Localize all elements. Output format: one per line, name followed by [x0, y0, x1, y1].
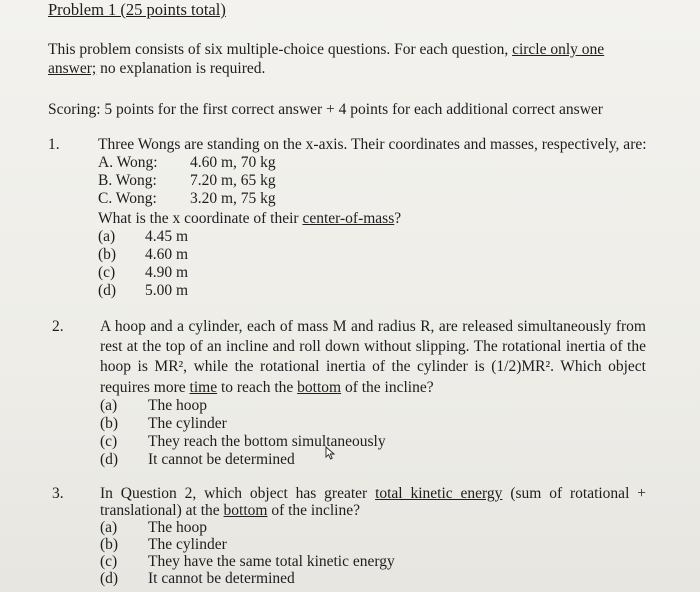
q3-emphasis-bottom: bottom — [223, 502, 268, 519]
q3-line1-b: (sum of rotational + — [502, 485, 646, 502]
intro-text-1: This problem consists of six multiple-choice questions. For each question, — [48, 41, 513, 58]
question-3-line-1 — [100, 485, 646, 503]
question-3-line-2 — [100, 502, 360, 520]
q2-line4-c: of the incline? — [341, 379, 434, 396]
q1-option-a-text[interactable]: 4.45 m — [145, 228, 189, 245]
mouse-pointer-icon — [325, 446, 335, 460]
q1-option-d-text[interactable]: 5.00 m — [145, 282, 189, 299]
q1-prompt-emphasis: center-of-mass — [302, 210, 395, 227]
q2-line4-b: to reach the — [217, 379, 298, 396]
wong-a-value: 4.60 m, 70 kg — [190, 154, 276, 171]
q1-option-b-text[interactable]: 4.60 m — [145, 246, 189, 263]
q2-option-d-letter[interactable]: (d) — [100, 451, 119, 468]
q3-option-a-letter[interactable]: (a) — [100, 519, 118, 536]
intro-emphasis-2: answer; — [48, 60, 97, 77]
q2-option-a-letter[interactable]: (a) — [100, 397, 118, 414]
q3-option-a-text[interactable]: The hoop — [148, 519, 207, 536]
q3-line1-a: In Question 2, which object has greater — [100, 485, 376, 502]
q1-option-a-letter[interactable]: (a) — [98, 228, 116, 245]
problem-title: Problem 1 (25 points total) — [48, 0, 226, 19]
q1-option-d-letter[interactable]: (d) — [98, 282, 117, 299]
q3-option-b-text[interactable]: The cylinder — [148, 536, 227, 553]
q3-line2-a: translational) at the — [100, 502, 224, 519]
q1-option-c-letter[interactable]: (c) — [98, 264, 116, 281]
q1-prompt-suffix: ? — [394, 210, 402, 227]
intro-paragraph — [48, 40, 660, 78]
q3-option-d-text[interactable]: It cannot be determined — [148, 570, 295, 587]
q1-option-b-letter[interactable]: (b) — [98, 246, 117, 263]
q3-option-c-letter[interactable]: (c) — [100, 553, 118, 570]
q1-option-c-text[interactable]: 4.90 m — [145, 264, 189, 281]
wong-b-name: B. Wong: — [98, 172, 157, 189]
q3-line2-b: of the incline? — [267, 502, 360, 519]
q3-option-c-text[interactable]: They have the same total kinetic energy — [148, 553, 395, 570]
intro-emphasis-1: circle only one — [512, 41, 605, 58]
question-3-number: 3. — [52, 485, 64, 502]
question-2-line-2: rest at the top of an incline and roll down without slipping. The rotational inertia of the — [100, 338, 646, 355]
wong-c-name: C. Wong: — [98, 190, 157, 207]
q1-prompt-prefix: What is the x coordinate of their — [98, 210, 303, 227]
q3-option-d-letter[interactable]: (d) — [100, 570, 119, 587]
q2-emphasis-bottom: bottom — [297, 379, 342, 396]
q3-emphasis-total-ke: total kinetic energy — [375, 485, 503, 502]
wong-b-value: 7.20 m, 65 kg — [190, 172, 276, 189]
q2-option-b-text[interactable]: The cylinder — [148, 415, 227, 432]
question-2-number: 2. — [52, 318, 64, 335]
q2-emphasis-time: time — [189, 379, 218, 396]
question-1-prompt — [98, 210, 401, 228]
q2-option-d-text[interactable]: It cannot be determined — [148, 451, 295, 468]
scoring-text: Scoring: 5 points for the first correct answer + 4 points for each additional correct answer — [48, 101, 603, 118]
wong-c-value: 3.20 m, 75 kg — [190, 190, 276, 207]
question-1-number: 1. — [48, 136, 60, 153]
q2-option-b-letter[interactable]: (b) — [100, 415, 119, 432]
question-2-line-1: A hoop and a cylinder, each of mass M and radius R, are released simultaneously from — [100, 318, 646, 335]
q2-option-c-text[interactable]: They reach the bottom simultaneously — [148, 433, 386, 450]
q3-option-b-letter[interactable]: (b) — [100, 536, 119, 553]
intro-text-2: no explanation is required. — [96, 60, 266, 77]
question-2-line-4 — [100, 379, 434, 397]
question-1-stem: Three Wongs are standing on the x-axis. Their coordinates and masses, respectively, are: — [98, 136, 647, 153]
question-2-line-3: hoop is MR², while the rotational inertia of the cylinder is (1/2)MR². Which object — [100, 358, 646, 375]
q2-option-c-letter[interactable]: (c) — [100, 433, 118, 450]
q2-option-a-text[interactable]: The hoop — [148, 397, 207, 414]
wong-a-name: A. Wong: — [98, 154, 158, 171]
q2-line4-a: requires more — [100, 379, 190, 396]
